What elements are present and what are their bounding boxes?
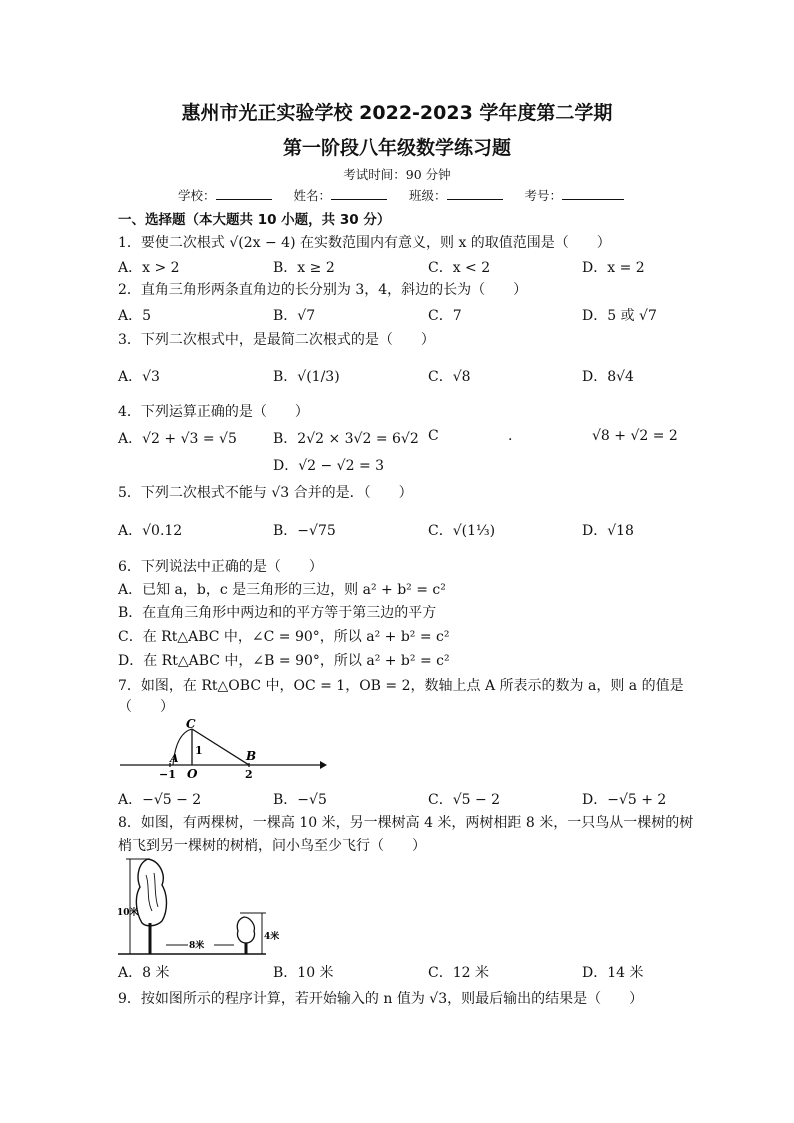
school-blank — [216, 187, 272, 200]
class-blank — [447, 187, 503, 200]
school-label: 学校： — [178, 188, 216, 203]
q7-axis-arrow — [320, 761, 327, 769]
q7-option-c: C．√5 − 2 — [428, 792, 501, 808]
q8-short-tree-crown — [237, 917, 254, 943]
q7-option-a: A．−√5 − 2 — [118, 792, 202, 808]
q7-label-b: B — [246, 749, 257, 763]
exam-time: 考试时间：90 分钟 — [343, 167, 451, 182]
q2-option-c: C．7 — [428, 308, 462, 324]
q7-stem: 7．如图，在 Rt△OBC 中，OC = 1，OB = 2，数轴上点 A 所表示的数为 a，则 a 的值是 — [118, 678, 684, 694]
q8-stem: 8．如图，有两棵树，一棵高 10 米，另一棵树高 4 米，两树相距 8 米，一只鸟从一棵树的树 — [118, 815, 694, 831]
q4-stem: 4．下列运算正确的是（ ） — [118, 404, 309, 420]
q7-label-two: 2 — [245, 768, 253, 781]
q8-tall-tree-texture — [146, 873, 158, 911]
q8-option-c: C．12 米 — [428, 965, 489, 981]
q2-option-b: B．√7 — [273, 308, 316, 324]
q8-label-8m: 8米 — [189, 941, 205, 951]
q4-option-c-dot: . — [508, 428, 513, 444]
q7-label-minus-one: −1 — [159, 768, 176, 781]
q1-option-d: D．x = 2 — [582, 260, 645, 276]
q3-stem: 3．下列二次根式中，是最简二次根式的是（ ） — [118, 332, 435, 348]
q2-option-d: D．5 或 √7 — [582, 308, 657, 324]
q3-option-a: A．√3 — [118, 369, 160, 385]
q8-option-a: A．8 米 — [118, 965, 170, 981]
q3-option-b: B．√(1/3) — [273, 369, 340, 385]
student-info-row — [178, 186, 642, 204]
q1-option-c: C．x < 2 — [428, 260, 491, 276]
q8-tall-tree-crown — [136, 859, 166, 926]
q8-label-10m: 10米 — [117, 908, 139, 918]
q7-option-b: B．−√5 — [273, 792, 327, 808]
q4-option-b: B．2√2 × 3√2 = 6√2 — [273, 431, 419, 447]
q6-option-b: B．在直角三角形中两边和的平方等于第三边的平方 — [118, 605, 437, 621]
q7-label-a: A — [170, 752, 179, 765]
q2-stem: 2．直角三角形两条直角边的长分别为 3，4，斜边的长为（ ） — [118, 282, 528, 298]
q7-number-line-figure — [118, 716, 328, 782]
q5-option-c: C．√(1⅓) — [428, 523, 496, 539]
q2-option-a: A．5 — [118, 308, 152, 324]
q6-option-d: D．在 Rt△ABC 中，∠B = 90°，所以 a² + b² = c² — [118, 653, 450, 669]
q6-option-a: A．已知 a，b，c 是三角形的三边，则 a² + b² = c² — [118, 582, 446, 598]
q5-option-a: A．√0.12 — [118, 523, 183, 539]
q6-stem: 6．下列说法中正确的是（ ） — [118, 559, 323, 575]
q8-label-4m: 4米 — [264, 932, 280, 942]
name-label: 姓名： — [293, 188, 332, 203]
q1-option-b: B．x ≥ 2 — [273, 260, 335, 276]
q8-option-d: D．14 米 — [582, 965, 644, 981]
q7-label-c: C — [186, 717, 196, 731]
exam-title-line1: 惠州市光正实验学校 2022-2023 学年度第二学期 — [181, 102, 613, 124]
q5-stem: 5．下列二次根式不能与 √3 合并的是．（ ） — [118, 485, 413, 501]
class-label: 班级： — [409, 188, 447, 203]
q7-label-o: O — [187, 767, 198, 781]
q1-stem: 1．要使二次根式 √(2x − 4) 在实数范围内有意义，则 x 的取值范围是（ ） — [118, 235, 611, 251]
q9-stem: 9．按如图所示的程序计算，若开始输入的 n 值为 √3，则最后输出的结果是（ ） — [118, 991, 644, 1007]
q4-option-c-label: C — [428, 428, 439, 444]
q8-stem-cont: 梢飞到另一棵树的树梢，问小鸟至少飞行（ ） — [118, 838, 426, 854]
q4-option-a: A．√2 + √3 = √5 — [118, 431, 237, 447]
exam-number-label: 考号： — [524, 188, 563, 203]
q5-option-d: D．√18 — [582, 523, 634, 539]
q1-option-a: A．x > 2 — [118, 260, 180, 276]
q8-option-b: B．10 米 — [273, 965, 334, 981]
exam-title-line2: 第一阶段八年级数学练习题 — [282, 137, 511, 159]
q3-option-c: C．√8 — [428, 369, 471, 385]
section-heading: 一、选择题（本大题共 10 小题，共 30 分） — [118, 212, 391, 228]
q4-option-c-expr: √8 + √2 = 2 — [592, 428, 678, 444]
exam-number-blank — [562, 187, 624, 200]
q7-option-d: D．−√5 + 2 — [582, 792, 667, 808]
q7-stem-cont: （ ） — [118, 699, 174, 715]
name-blank — [331, 187, 387, 200]
q5-option-b: B．−√75 — [273, 523, 336, 539]
q3-option-d: D．8√4 — [582, 369, 634, 385]
q6-option-c: C．在 Rt△ABC 中，∠C = 90°，所以 a² + b² = c² — [118, 629, 450, 645]
q4-option-d: D．√2 − √2 = 3 — [273, 458, 385, 474]
q8-trees-figure — [116, 855, 280, 961]
q7-label-oc-length: 1 — [195, 744, 203, 757]
